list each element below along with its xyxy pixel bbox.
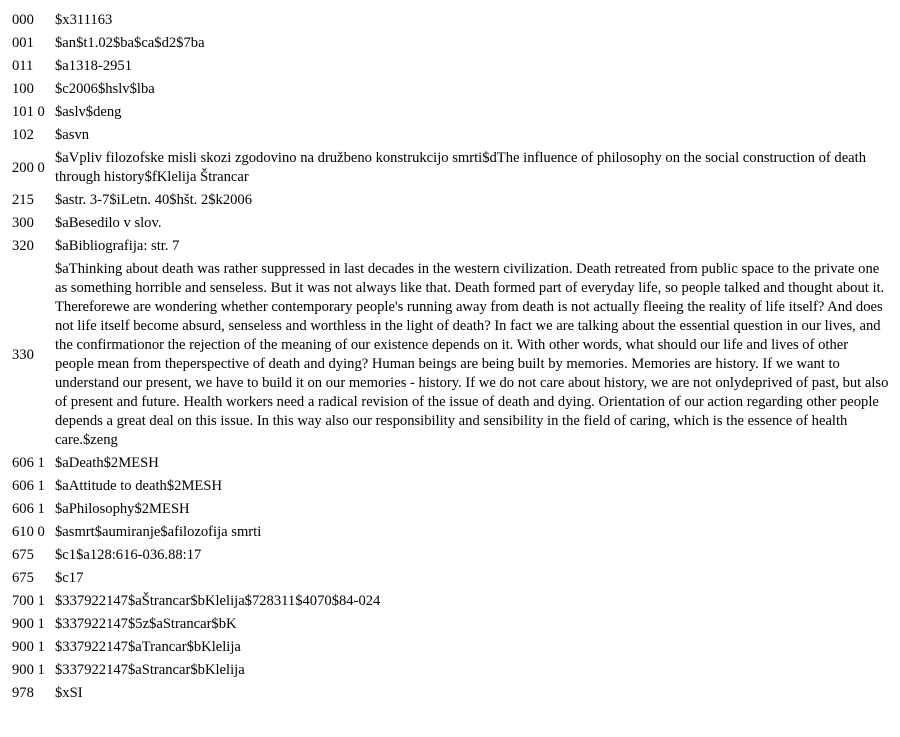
field-value: $a1318-2951: [55, 58, 133, 74]
field-value: $aBibliografija: str. 7: [55, 238, 180, 254]
field-tag: 215: [12, 192, 34, 208]
field-tag: 300: [12, 215, 34, 231]
field-tag: 900 1: [12, 662, 45, 678]
field-row: [10, 590, 890, 613]
field-tag: 101 0: [12, 104, 45, 120]
field-value: $aslv$deng: [55, 104, 122, 120]
field-tag: 200 0: [12, 159, 45, 176]
field-tag: 675: [12, 547, 34, 563]
field-value: $337922147$5z$aStrancar$bK: [55, 616, 237, 632]
field-row: [10, 124, 890, 147]
field-tag: 011: [12, 58, 34, 74]
field-row: [10, 55, 890, 78]
field-value: $c17: [55, 570, 84, 586]
field-tag: 606 1: [12, 455, 45, 471]
field-value: $aPhilosophy$2MESH: [55, 501, 190, 517]
field-value: $aThinking about death was rather suppressed in last decades in the western civilization. Death retreated from public space to the private one as something horrible and senseless. But it was not always like that. Death formed part of everyday life, so people talked and thought about it. Thereforewe are wondering whether contemporary people's running away from death is not actually fleeing the reality of life itself? And does not life itself become absurd, senseless and worthless in the light of death? In fact we are talking about the essential question in our lives, and the confirmationor the rejection of the meaning of our existence depends on it. With other words, what should our life and lives of other people mean from theperspective of death and dying? Human beings are being built by memories. Memories are history. If we want to understand our present, we have to build it on our memories - history. If we do not care about history, we are not onlydeprived of past, but also of present and future. Health workers need a radical revision of the issue of death and dying. Orientation of our action regarding other people depends a great deal on this issue. In this way also our responsibility and sensibility in the field of caring, which is the essence of health care.$zeng: [55, 261, 889, 448]
field-row: [10, 521, 890, 544]
field-value: $astr. 3-7$iLetn. 40$hšt. 2$k2006: [55, 192, 253, 208]
field-tag: 900 1: [12, 616, 45, 632]
marc-record-table: [10, 9, 890, 705]
field-row: [10, 544, 890, 567]
field-tag: 978: [12, 685, 34, 701]
field-tag: 102: [12, 127, 34, 143]
field-value: $aDeath$2MESH: [55, 455, 159, 471]
field-value: $337922147$aStrancar$bKlelija: [55, 662, 245, 678]
field-value: $x311163: [55, 12, 113, 28]
field-value: $337922147$aŠtrancar$bKlelija$728311$4070$84-024: [55, 593, 381, 609]
field-tag: 000: [12, 12, 34, 28]
field-row: [10, 258, 890, 452]
field-tag: 700 1: [12, 593, 45, 609]
field-row: [10, 9, 890, 32]
field-row: [10, 613, 890, 636]
field-tag: 001: [12, 35, 34, 51]
field-row: [10, 189, 890, 212]
field-value: $aVpliv filozofske misli skozi zgodovino na družbeno konstrukcijo smrti$dThe influence of philosophy on the social construction of death through history$fKlelija Štrancar: [55, 150, 867, 185]
field-row: [10, 32, 890, 55]
field-value: $aAttitude to death$2MESH: [55, 478, 222, 494]
field-value: $asvn: [55, 127, 90, 143]
field-tag: 100: [12, 81, 34, 97]
field-row: [10, 101, 890, 124]
field-value: $aBesedilo v slov.: [55, 215, 162, 231]
field-value: $337922147$aTrancar$bKlelija: [55, 639, 241, 655]
field-row: [10, 567, 890, 590]
field-row: [10, 498, 890, 521]
field-row: [10, 659, 890, 682]
field-value: $asmrt$aumiranje$afilozofija smrti: [55, 524, 262, 540]
field-tag: 606 1: [12, 478, 45, 494]
field-row: [10, 636, 890, 659]
field-row: [10, 235, 890, 258]
field-value: $an$t1.02$ba$ca$d2$7ba: [55, 35, 205, 51]
field-tag: 320: [12, 238, 34, 254]
field-value: $c1$a128:616-036.88:17: [55, 547, 202, 563]
field-tag: 675: [12, 570, 34, 586]
field-value: $xSI: [55, 685, 83, 701]
field-tag: 606 1: [12, 501, 45, 517]
marc-record-body: [10, 9, 890, 705]
field-row: [10, 147, 890, 189]
field-tag: 900 1: [12, 639, 45, 655]
field-tag: 330: [12, 346, 34, 363]
field-row: [10, 682, 890, 705]
field-value: $c2006$hslv$lba: [55, 81, 155, 97]
field-tag: 610 0: [12, 524, 45, 540]
field-row: [10, 78, 890, 101]
field-row: [10, 475, 890, 498]
marc-record-page: [0, 9, 900, 737]
field-row: [10, 212, 890, 235]
field-row: [10, 452, 890, 475]
